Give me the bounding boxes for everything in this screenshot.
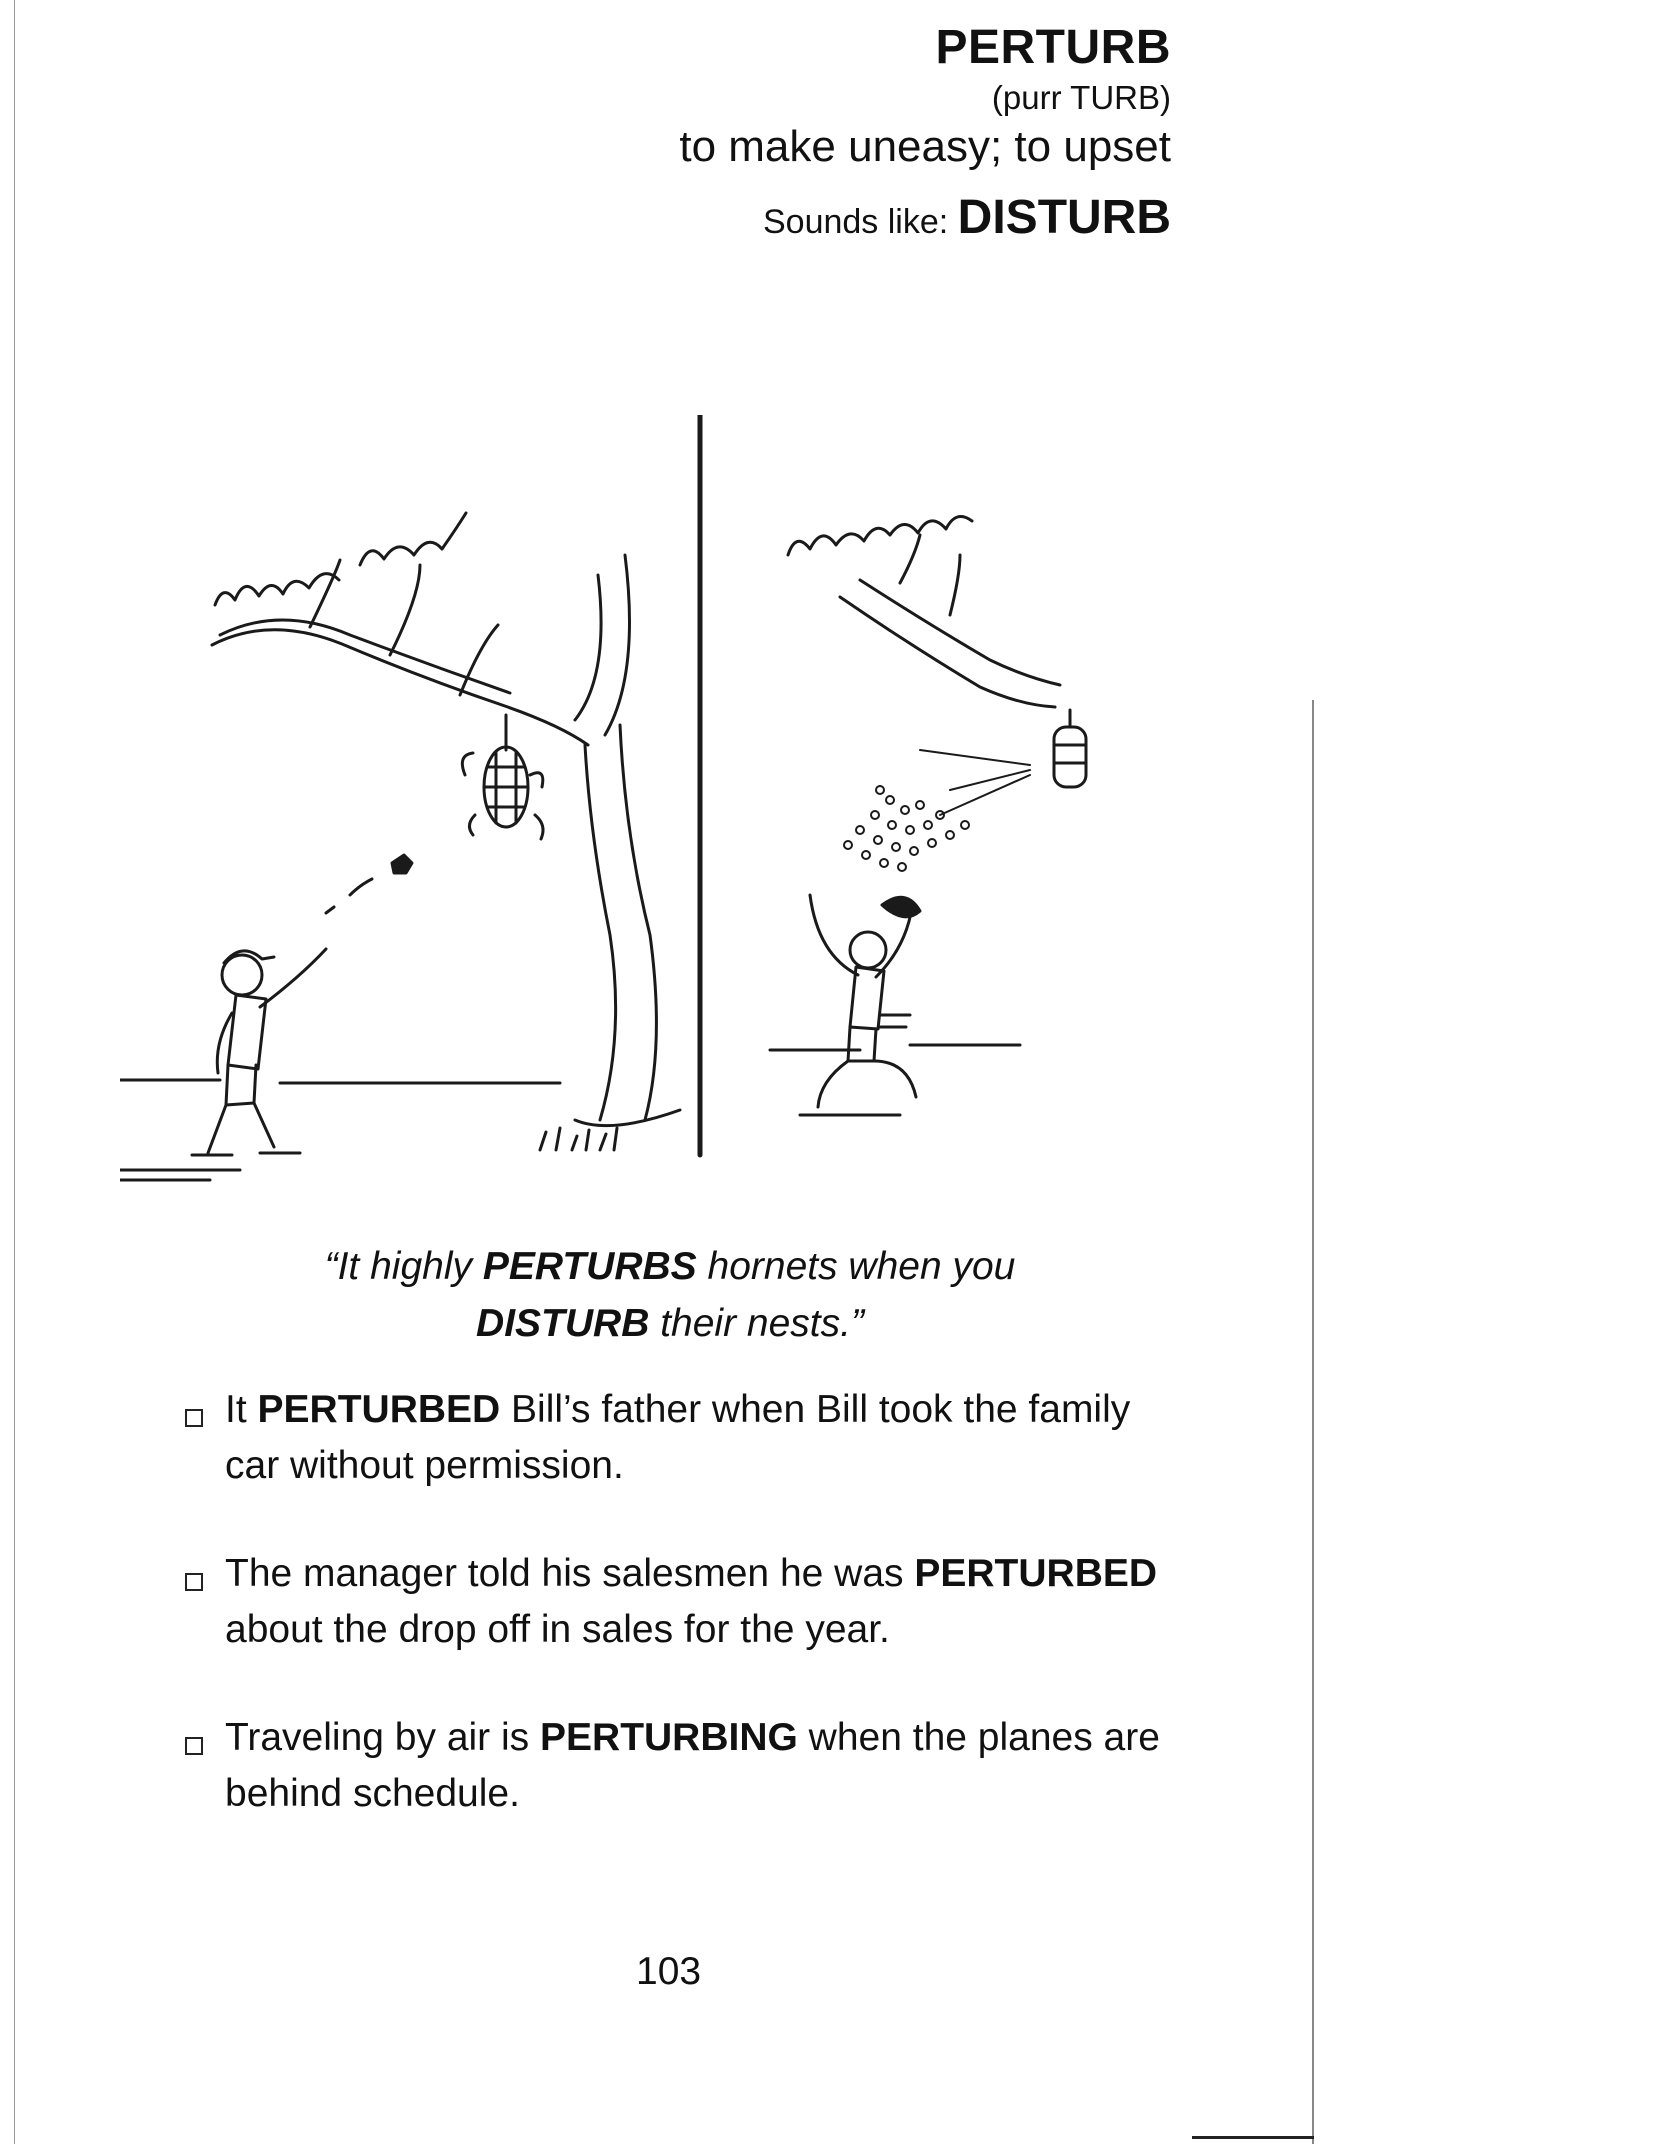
- right-panel-tree: [788, 517, 1060, 708]
- left-panel-tree: [212, 513, 680, 1150]
- right-panel-hornets: [844, 750, 1030, 871]
- right-panel-nest: [1054, 710, 1086, 787]
- page-bottom-edge: [1192, 2136, 1314, 2139]
- page-number: 103: [636, 1950, 702, 1993]
- left-panel-boy: [192, 949, 326, 1155]
- list-item: [185, 1382, 1175, 1494]
- example-text: The manager told his salesmen he was PERTURBED about the drop off in sales for the year.: [225, 1552, 1158, 1651]
- caption-text: their nests.”: [649, 1302, 864, 1345]
- example-text: Traveling by air is PERTURBING when the planes are behind schedule.: [225, 1716, 1160, 1815]
- definition: to make uneasy; to upset: [679, 122, 1171, 171]
- sounds-like: [679, 190, 1171, 250]
- list-item: [185, 1710, 1175, 1822]
- pronunciation: (purr TURB): [991, 79, 1171, 116]
- example-sentences: [185, 1382, 1175, 1874]
- example-text: It PERTURBED Bill’s father when Bill took the family car without permission.: [225, 1388, 1131, 1487]
- checkbox-icon: [185, 1573, 203, 1591]
- left-panel-nest: [462, 715, 543, 839]
- entry-header: [679, 18, 1171, 250]
- left-panel-ground: [120, 1080, 560, 1083]
- checkbox-icon: [185, 1409, 203, 1427]
- example-caption: [180, 1238, 1160, 1352]
- caption-text: hornets when you: [696, 1245, 1016, 1288]
- right-panel-boy: [770, 895, 1020, 1115]
- checkbox-icon: [185, 1737, 203, 1755]
- entry-word: PERTURB: [935, 21, 1171, 74]
- list-item: [185, 1546, 1175, 1658]
- sounds-like-word: DISTURB: [957, 191, 1171, 244]
- page-left-edge: [14, 0, 15, 2144]
- sounds-like-label: Sounds like:: [762, 203, 949, 241]
- caption-bold-word: DISTURB: [476, 1302, 650, 1345]
- cartoon-illustration: [120, 415, 1180, 1195]
- page-right-edge: [1312, 700, 1314, 2144]
- left-panel-rock: [326, 855, 412, 913]
- caption-text: “It highly: [324, 1245, 483, 1288]
- caption-bold-word: PERTURBS: [482, 1245, 697, 1288]
